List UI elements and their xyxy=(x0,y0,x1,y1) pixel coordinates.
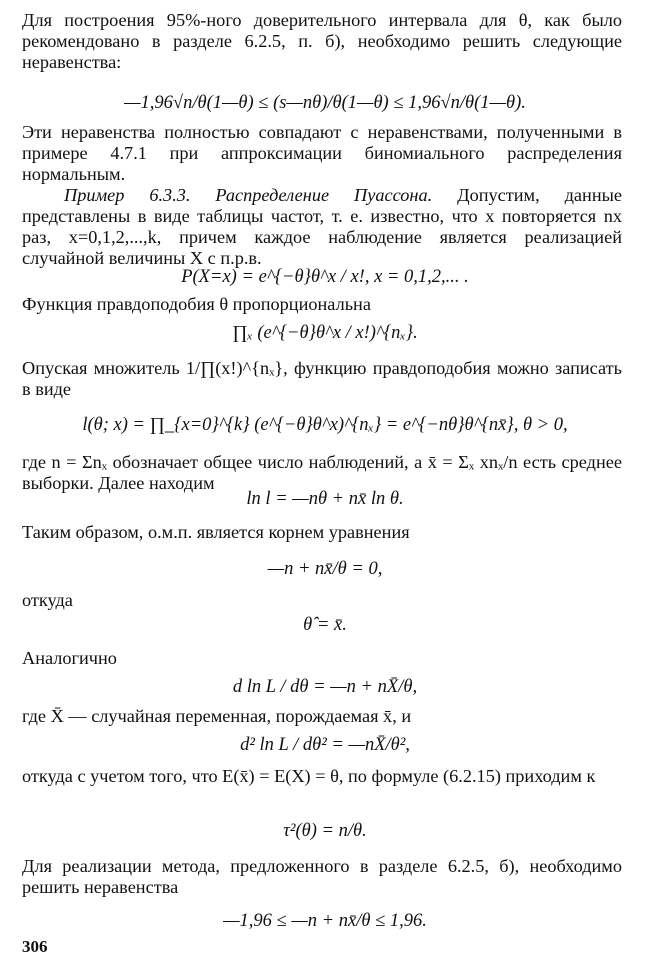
equation-second-derivative: d² ln L / dθ² = —nX̄/θ², xyxy=(240,735,410,755)
page-number: 306 xyxy=(22,937,48,956)
paragraph-similarly: Аналогично xyxy=(22,648,117,668)
equation-score-function: d ln L / dθ = —n + nX̄/θ, xyxy=(232,677,418,697)
equation-mle-estimate: θ̂ = x̄. xyxy=(303,615,347,635)
paragraph-method-realization: Для реализации метода, предложенного в разделе 6.2.5, б), необходимо решить неравенства xyxy=(22,856,622,897)
paragraph-whence: откуда xyxy=(22,590,73,610)
equation-poisson-pmf: P(X=x) = e^{−θ}θ^x / x!, x = 0,1,2,... . xyxy=(181,267,469,287)
paragraph-omit-factor: Опуская множитель 1/∏(x!)^{nₓ}, функцию правдоподобия можно записать в виде xyxy=(22,358,622,399)
example-text: Допустим, данные представлены в виде таблицы частот, т. е. известно, что x повторяется nx раз, x=0,1,2,...,k, причем каждое наблюдение является реализацией случайной величины X с п.р.в. xyxy=(22,185,623,268)
example-heading: Пример 6.3.3. Распределение Пуассона. xyxy=(64,185,433,205)
equation-tau-squared: τ²(θ) = n/θ. xyxy=(283,821,367,841)
equation-final-inequality: —1,96 ≤ —n + nx̄/θ ≤ 1,96. xyxy=(223,911,427,931)
paragraph-expectation: откуда с учетом того, что E(x̄) = E(X) = θ, по формуле (6.2.15) приходим к xyxy=(22,766,596,786)
equation-score-zero: —n + nx̄/θ = 0, xyxy=(267,559,383,579)
equation-normal-inequality: —1,96√n/θ(1—θ) ≤ (s—nθ)/θ(1—θ) ≤ 1,96√n/θ(1—θ). xyxy=(124,93,526,113)
paragraph-poisson-example xyxy=(22,185,622,269)
equation-likelihood-function: l(θ; x) = ∏_{x=0}^{k} (e^{−θ}θ^x)^{nₓ} = e^{−nθ}θ^{nx̄}, θ > 0, xyxy=(82,415,568,435)
equation-likelihood-product: ∏ₓ (e^{−θ}θ^x / x!)^{nₓ}. xyxy=(232,323,418,343)
paragraph-confidence-interval: Для построения 95%-ного доверительного интервала для θ, как было рекомендовано в разделе 6.2.5, п. б), необходимо решить следующие неравенства: xyxy=(22,10,622,72)
paragraph-likelihood-proportional: Функция правдоподобия θ пропорциональна xyxy=(22,294,371,314)
paragraph-binomial-remark: Эти неравенства полностью совпадают с неравенствами, полученными в примере 4.7.1 при аппроксимации биномиального распределения нормальным. xyxy=(22,122,622,184)
paragraph-sample-mean: где n = Σnₓ обозначает общее число наблюдений, а x̄ = Σₓ xnₓ/n есть среднее выборки. Далее находим xyxy=(22,452,622,493)
paragraph-random-variable: где X̄ — случайная переменная, порождаемая x̄, и xyxy=(22,706,412,726)
paragraph-mle-root: Таким образом, о.м.п. является корнем уравнения xyxy=(22,522,410,542)
equation-log-likelihood: ln l = —nθ + nx̄ ln θ. xyxy=(246,489,404,509)
